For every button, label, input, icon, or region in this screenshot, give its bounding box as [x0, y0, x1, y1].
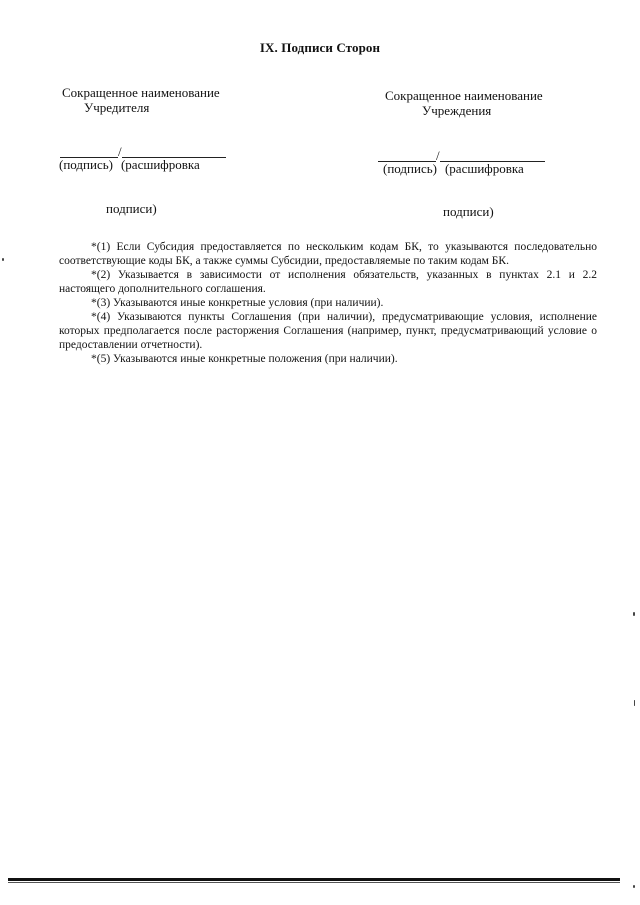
right-signature-slash: /: [436, 148, 440, 163]
right-party-name-line2: Учреждения: [422, 103, 492, 118]
footnote-3: *(3) Указываются иные конкретные условия (при наличии).: [91, 297, 384, 309]
left-caption-tail: подписи): [106, 201, 157, 216]
left-caption-decoding: (расшифровка: [120, 157, 200, 172]
left-signature-caption: [59, 157, 200, 173]
footnote-1: *(1) Если Субсидия предоставляется по нескольким кодам БК, то указываются последовательно соответствующие коды БК, а также суммы Субсидии, предоставляемые по таким кодам БК.: [59, 241, 597, 267]
right-signature-line: [378, 146, 545, 163]
bottom-scan-border: [8, 878, 620, 881]
footnote-4: *(4) Указываются пункты Соглашения (при наличии), предусматривающие условия, исполнение которых предполагается после расторжения Соглашения (например, пункт, предусматривающий условие о предоставлении отчетности).: [59, 311, 597, 351]
footnote-5: *(5) Указываются иные конкретные положения (при наличии).: [91, 353, 398, 365]
left-signature-slash: /: [118, 144, 122, 159]
left-signature-line: [60, 142, 226, 159]
right-signature-caption: [383, 161, 524, 177]
left-party-name-line2: Учредителя: [84, 100, 150, 115]
right-party-name: [385, 88, 585, 118]
bottom-scan-border-shadow: [8, 882, 620, 883]
left-party-name: [62, 85, 272, 115]
right-caption-decoding: (расшифровка: [444, 161, 524, 176]
right-party-name-line1: Сокращенное наименование: [385, 88, 543, 103]
left-caption-signature: (подпись): [59, 157, 113, 172]
right-caption-signature: (подпись): [383, 161, 437, 176]
scan-mark-left: [2, 258, 4, 261]
left-party-name-line1: Сокращенное наименование: [62, 85, 220, 100]
scan-mark-right-3: [633, 885, 635, 888]
right-caption-tail: подписи): [443, 204, 494, 219]
scan-mark-right-2: [634, 700, 635, 706]
scan-mark-right-1: [633, 612, 635, 616]
footnotes-block: [59, 240, 597, 366]
section-title: IX. Подписи Сторон: [259, 40, 381, 55]
footnote-2: *(2) Указывается в зависимости от исполнения обязательств, указанных в пунктах 2.1 и 2.2 настоящего дополнительного соглашения.: [59, 269, 597, 295]
